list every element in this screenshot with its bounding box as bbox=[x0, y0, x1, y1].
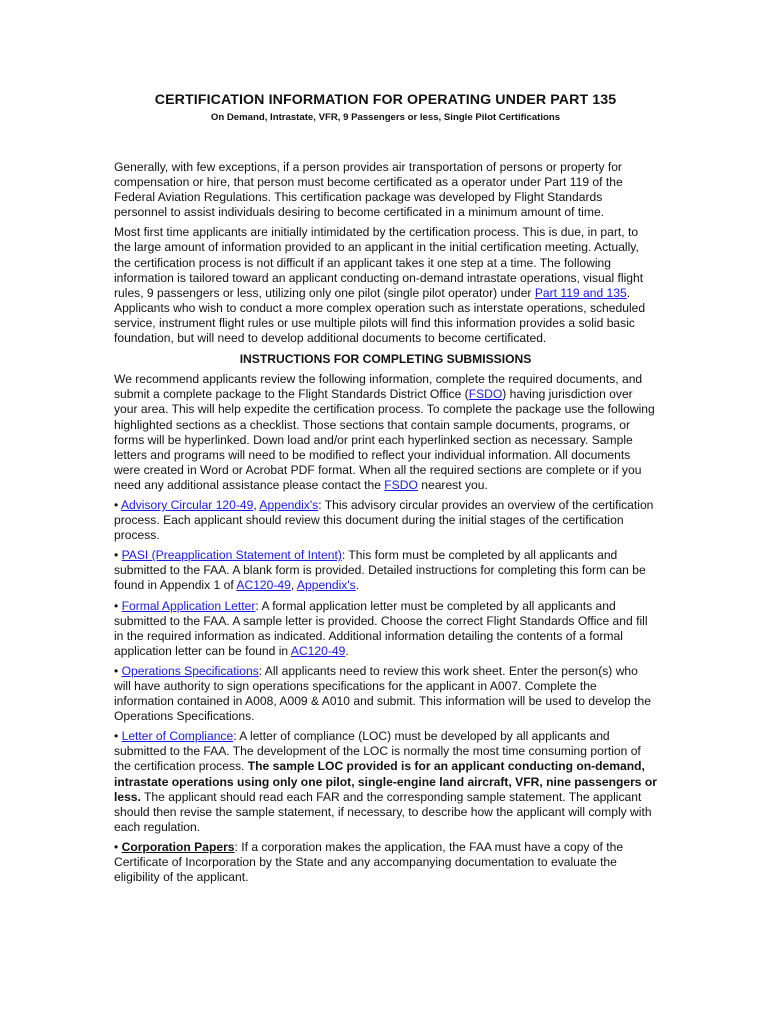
intro-paragraph-2: Most first time applicants are initially intimidated by the certification process. This is due, in part, to the large amount of information provided to an applicant in the initial certification meeting. Actually, the certification process is not difficult if an applicant takes it one step at a time. The following information is tailored toward an applicant conducting on-demand intrastate operations, visual flight rules, 9 passengers or less, utilizing only one pilot (single pilot operator) under Part 119 and 135. Applicants who wish to conduct a more complex operation such as interstate operations, scheduled service, instrument flight rules or use multiple pilots will find this information provides a solid basic foundation, but will need to develop additional documents to become certificated. bbox=[114, 225, 646, 346]
fsdo-link[interactable]: FSDO bbox=[468, 387, 503, 402]
appendix-link[interactable]: Appendix's bbox=[259, 497, 319, 512]
list-item-operations-specifications: • Operations Specifications: All applicants need to review this work sheet. Enter the person(s) who will have authority to sign operations specifications for the applicant in A007. Complete the information contained in A008, A009 & A010 and submit. This information will be used to develop the Operations Specifications. bbox=[114, 663, 651, 724]
intro-paragraph: Generally, with few exceptions, if a person provides air transportation of persons or property for compensation or hire, that person must become certificated as a operator under Part 119 of the Federal Aviation Regulations. This certification package was developed by Flight Standards personnel to assist individuals desiring to become certificated in a minimum amount of time. bbox=[114, 160, 623, 220]
instructions-heading: INSTRUCTIONS FOR COMPLETING SUBMISSIONS bbox=[239, 352, 532, 367]
formal-application-letter-link[interactable]: Formal Application Letter bbox=[121, 598, 256, 613]
corporation-papers-heading: Corporation Papers bbox=[121, 839, 235, 854]
list-item-letter-of-compliance: • Letter of Compliance: A letter of compliance (LOC) must be developed by all applicants and submitted to the FAA. The development of the LOC is normally the most time consuming portion of the certification process. The sample LOC provided is for an applicant conducting on-demand, intrastate operations using only one pilot, single-engine land aircraft, VFR, nine passengers or less. The applicant should read each FAR and the corresponding sample statement. The applicant should then revise the sample statement, if necessary, to describe how the applicant will comply with each regulation. bbox=[114, 729, 657, 834]
bullet: • bbox=[114, 497, 119, 512]
appendix-link[interactable]: Appendix's bbox=[296, 578, 356, 593]
bullet: • bbox=[114, 548, 119, 563]
ac120-49-link[interactable]: AC120-49 bbox=[236, 578, 291, 593]
list-item-advisory-circular: • Advisory Circular 120-49, Appendix's: This advisory circular provides an overview of the certification process. Each applicant should review this document during the initial stages of the certification process. bbox=[114, 497, 654, 543]
document bbox=[114, 92, 657, 890]
loc-bold-note: The sample LOC provided is for an applicant conducting on-demand, intrastate operations using only one pilot, single-engine land aircraft, VFR, nine passengers or less. bbox=[114, 759, 657, 804]
page-title: CERTIFICATION INFORMATION FOR OPERATING UNDER PART 135 bbox=[154, 92, 617, 108]
advisory-circular-link[interactable]: Advisory Circular 120-49 bbox=[120, 497, 254, 512]
bullet: • bbox=[114, 729, 119, 744]
bullet: • bbox=[114, 839, 119, 854]
fsdo-nearest-link[interactable]: FSDO bbox=[384, 477, 418, 492]
bullet: • bbox=[114, 663, 119, 678]
recommend-paragraph: We recommend applicants review the following information, complete the required documents, and submit a complete package to the Flight Standards District Office (FSDO) having jurisdiction over your area. This will help expedite the certification process. To complete the package use the following highlighted sections as a checklist. Those sections that contain sample documents, programs, or forms will be hyperlinked. Down load and/or print each hyperlinked section as necessary. Sample letters and programs will need to be modified to reflect your individual information. All documents were created in Word or Acrobat PDF format. When all the required sections are complete or if you need any additional assistance please contact the FSDO nearest you. bbox=[114, 372, 655, 492]
ac120-49-link[interactable]: AC120-49 bbox=[290, 643, 346, 658]
operations-specifications-link[interactable]: Operations Specifications bbox=[121, 663, 259, 678]
list-item-pasi: • PASI (Preapplication Statement of Intent): This form must be completed by all applicants and submitted to the FAA. A blank form is provided. Detailed instructions for completing this form can be found in Appendix 1 of AC120-49, Appendix's. bbox=[114, 548, 646, 593]
bullet: • bbox=[114, 598, 119, 613]
list-item-formal-application: • Formal Application Letter: A formal application letter must be completed by all applicants and submitted to the FAA. A sample letter is provided. Choose the correct Flight Standards Office and fill in the required information as indicated. Additional information detailing the contents of a formal application letter can be found in AC120-49. bbox=[114, 598, 648, 658]
pasi-link[interactable]: PASI (Preapplication Statement of Intent) bbox=[121, 548, 342, 563]
page-subtitle: On Demand, Intrastate, VFR, 9 Passengers or less, Single Pilot Certifications bbox=[210, 112, 561, 123]
part-119-135-link[interactable]: Part 119 and 135 bbox=[534, 285, 627, 300]
list-item-corporation-papers: • Corporation Papers: If a corporation makes the application, the FAA must have a copy of the Certificate of Incorporation by the State and any accompanying documentation to evaluate the eligibility of the applicant. bbox=[114, 839, 624, 885]
letter-of-compliance-link[interactable]: Letter of Compliance bbox=[121, 729, 234, 744]
